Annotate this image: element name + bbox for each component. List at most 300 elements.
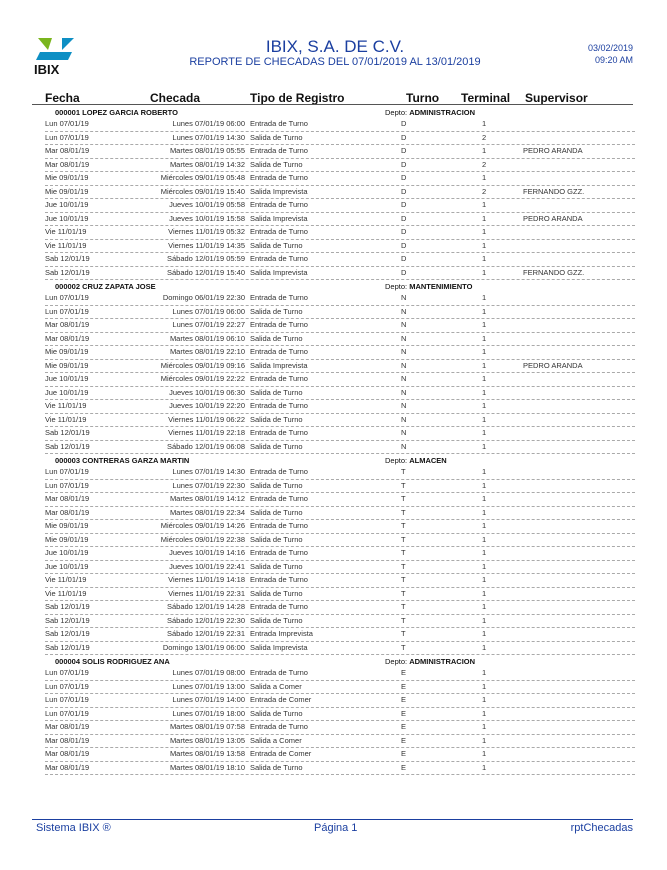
cell-fecha: Mar 08/01/19 xyxy=(45,320,90,329)
cell-fecha: Sab 12/01/19 xyxy=(45,254,90,263)
cell-turno: T xyxy=(401,615,406,625)
cell-turno: D xyxy=(401,213,407,223)
cell-tipo: Salida de Turno xyxy=(250,132,303,142)
cell-tipo: Salida de Turno xyxy=(250,414,303,424)
cell-terminal: 1 xyxy=(482,521,487,530)
table-row xyxy=(45,667,635,681)
cell-checada: Lunes 07/01/19 14:30 xyxy=(172,132,245,142)
cell-checada: Jueves 10/01/19 22:41 xyxy=(169,561,245,571)
cell-turno: N xyxy=(401,320,407,329)
cell-checada: Viernes 11/01/19 14:18 xyxy=(168,575,245,584)
table-row xyxy=(45,721,635,735)
cell-terminal: 1 xyxy=(482,507,487,517)
cell-checada: Lunes 07/01/19 06:00 xyxy=(172,119,245,128)
cell-tipo: Entrada de Turno xyxy=(250,320,308,329)
table-row xyxy=(45,642,635,656)
table-row xyxy=(45,588,635,602)
cell-fecha: Mar 08/01/19 xyxy=(45,735,90,745)
table-row xyxy=(45,213,635,227)
cell-tipo: Salida de Turno xyxy=(250,708,303,718)
footer-page: Página 1 xyxy=(314,822,358,834)
cell-fecha: Mie 09/01/19 xyxy=(45,360,89,370)
cell-fecha: Mar 08/01/19 xyxy=(45,333,90,343)
cell-fecha: Jue 10/01/19 xyxy=(45,561,89,571)
table-row xyxy=(45,360,635,374)
employee-name: 000002 CRUZ ZAPATA JOSE xyxy=(55,282,156,291)
table-row xyxy=(45,186,635,200)
cell-terminal: 1 xyxy=(482,602,487,611)
cell-fecha: Mie 09/01/19 xyxy=(45,173,89,182)
cell-fecha: Mar 08/01/19 xyxy=(45,749,90,758)
cell-turno: T xyxy=(401,507,406,517)
cell-fecha: Jue 10/01/19 xyxy=(45,374,89,383)
col-checada: Checada xyxy=(150,91,201,105)
cell-tipo: Entrada de Turno xyxy=(250,347,308,356)
table-row xyxy=(45,132,635,146)
cell-terminal: 1 xyxy=(482,387,487,397)
cell-checada: Miércoles 09/01/19 14:26 xyxy=(160,521,245,530)
cell-terminal: 1 xyxy=(482,240,487,250)
cell-fecha: Sab 12/01/19 xyxy=(45,642,90,652)
cell-fecha: Mar 08/01/19 xyxy=(45,494,90,503)
cell-terminal: 1 xyxy=(482,414,487,424)
cell-turno: N xyxy=(401,293,407,302)
cell-terminal: 1 xyxy=(482,642,487,652)
col-tipo: Tipo de Registro xyxy=(250,91,345,105)
department-value: ADMINISTRACION xyxy=(409,108,476,117)
cell-checada: Sábado 12/01/19 22:31 xyxy=(167,629,245,638)
cell-checada: Sábado 12/01/19 15:40 xyxy=(167,267,245,277)
cell-checada: Lunes 07/01/19 22:27 xyxy=(172,320,245,329)
cell-turno: T xyxy=(401,521,406,530)
cell-turno: D xyxy=(401,186,407,196)
cell-tipo: Entrada de Comer xyxy=(250,749,312,758)
cell-checada: Martes 08/01/19 22:10 xyxy=(169,347,245,356)
cell-turno: D xyxy=(401,254,407,263)
table-row xyxy=(45,493,635,507)
cell-terminal: 1 xyxy=(482,428,487,437)
cell-checada: Martes 08/01/19 07:58 xyxy=(169,722,245,731)
cell-terminal: 1 xyxy=(482,213,487,223)
col-terminal: Terminal xyxy=(461,91,511,105)
cell-tipo: Entrada de Turno xyxy=(250,521,308,530)
cell-checada: Lunes 07/01/19 22:30 xyxy=(172,480,245,490)
cell-turno: N xyxy=(401,306,407,316)
table-row xyxy=(45,574,635,588)
cell-checada: Jueves 10/01/19 06:30 xyxy=(169,387,245,397)
col-turno: Turno xyxy=(406,91,440,105)
cell-turno: E xyxy=(401,722,407,731)
cell-fecha: Lun 07/01/19 xyxy=(45,132,89,142)
cell-terminal: 1 xyxy=(482,695,487,704)
employee-name: 000004 SOLIS RODRIGUEZ ANA xyxy=(55,657,170,666)
cell-fecha: Sab 12/01/19 xyxy=(45,441,90,451)
footer-divider xyxy=(32,819,633,820)
cell-fecha: Lun 07/01/19 xyxy=(45,467,89,476)
table-row xyxy=(45,118,635,132)
department-label: Depto: xyxy=(385,456,408,465)
cell-fecha: Lun 07/01/19 xyxy=(45,306,89,316)
table-row xyxy=(45,172,635,186)
cell-tipo: Entrada de Comer xyxy=(250,695,312,704)
cell-terminal: 1 xyxy=(482,722,487,731)
table-row xyxy=(45,748,635,762)
cell-checada: Sábado 12/01/19 05:59 xyxy=(167,254,245,263)
cell-checada: Lunes 07/01/19 13:00 xyxy=(172,681,245,691)
cell-tipo: Salida de Turno xyxy=(250,240,303,250)
table-row xyxy=(45,253,635,267)
employee-department xyxy=(385,282,472,291)
cell-turno: T xyxy=(401,602,406,611)
report-body xyxy=(0,106,667,775)
employee-header xyxy=(0,106,667,118)
cell-terminal: 1 xyxy=(482,668,487,677)
cell-fecha: Lun 07/01/19 xyxy=(45,119,89,128)
table-row xyxy=(45,694,635,708)
cell-tipo: Entrada de Turno xyxy=(250,428,308,437)
cell-turno: D xyxy=(401,159,407,169)
cell-tipo: Entrada Imprevista xyxy=(250,629,313,638)
cell-fecha: Mie 09/01/19 xyxy=(45,534,89,544)
cell-turno: N xyxy=(401,333,407,343)
col-supervisor: Supervisor xyxy=(525,91,588,105)
cell-fecha: Lun 07/01/19 xyxy=(45,695,89,704)
cell-fecha: Vie 11/01/19 xyxy=(45,240,87,250)
cell-tipo: Entrada de Turno xyxy=(250,494,308,503)
cell-tipo: Salida de Turno xyxy=(250,441,303,451)
cell-checada: Lunes 07/01/19 06:00 xyxy=(172,306,245,316)
cell-terminal: 2 xyxy=(482,132,487,142)
cell-terminal: 1 xyxy=(482,615,487,625)
cell-turno: D xyxy=(401,267,407,277)
cell-fecha: Jue 10/01/19 xyxy=(45,387,89,397)
cell-terminal: 1 xyxy=(482,441,487,451)
cell-checada: Martes 08/01/19 18:10 xyxy=(169,762,245,772)
cell-turno: D xyxy=(401,146,407,155)
cell-fecha: Lun 07/01/19 xyxy=(45,708,89,718)
footer-report-name: rptChecadas xyxy=(570,822,633,834)
table-row xyxy=(45,762,635,776)
table-row xyxy=(45,520,635,534)
print-time: 09:20 AM xyxy=(594,55,633,65)
cell-terminal: 1 xyxy=(482,320,487,329)
cell-checada: Miércoles 09/01/19 22:22 xyxy=(160,374,245,383)
cell-turno: E xyxy=(401,735,407,745)
cell-checada: Jueves 10/01/19 15:58 xyxy=(169,213,245,223)
cell-turno: T xyxy=(401,575,406,584)
cell-checada: Lunes 07/01/19 18:00 xyxy=(172,708,245,718)
cell-turno: T xyxy=(401,548,406,557)
cell-checada: Viernes 11/01/19 22:18 xyxy=(168,428,245,437)
table-row xyxy=(45,240,635,254)
col-fecha: Fecha xyxy=(45,91,80,105)
table-row xyxy=(45,601,635,615)
cell-checada: Sábado 12/01/19 22:30 xyxy=(167,615,245,625)
cell-fecha: Vie 11/01/19 xyxy=(45,227,87,236)
cell-terminal: 1 xyxy=(482,401,487,410)
cell-checada: Martes 08/01/19 14:12 xyxy=(169,494,245,503)
cell-fecha: Mar 08/01/19 xyxy=(45,722,90,731)
cell-terminal: 1 xyxy=(482,561,487,571)
cell-fecha: Jue 10/01/19 xyxy=(45,200,89,209)
cell-fecha: Mie 09/01/19 xyxy=(45,521,89,530)
cell-fecha: Mar 08/01/19 xyxy=(45,507,90,517)
cell-turno: E xyxy=(401,695,407,704)
cell-terminal: 1 xyxy=(482,227,487,236)
cell-terminal: 1 xyxy=(482,293,487,302)
cell-turno: E xyxy=(401,749,407,758)
cell-tipo: Salida a Comer xyxy=(250,735,302,745)
cell-fecha: Vie 11/01/19 xyxy=(45,575,87,584)
table-row xyxy=(45,333,635,347)
cell-checada: Sábado 12/01/19 14:28 xyxy=(167,602,245,611)
department-value: MANTENIMIENTO xyxy=(409,282,473,291)
department-label: Depto: xyxy=(385,282,408,291)
cell-fecha: Lun 07/01/19 xyxy=(45,293,89,302)
cell-checada: Martes 08/01/19 14:32 xyxy=(169,159,245,169)
cell-tipo: Entrada de Turno xyxy=(250,602,308,611)
cell-checada: Martes 08/01/19 05:55 xyxy=(169,146,245,155)
department-value: ALMACEN xyxy=(409,456,447,465)
employee-department xyxy=(385,657,475,666)
table-row xyxy=(45,480,635,494)
cell-fecha: Mie 09/01/19 xyxy=(45,347,89,356)
cell-terminal: 1 xyxy=(482,548,487,557)
cell-checada: Jueves 10/01/19 14:16 xyxy=(169,548,245,557)
cell-checada: Martes 08/01/19 22:34 xyxy=(169,507,245,517)
table-row xyxy=(45,708,635,722)
cell-turno: E xyxy=(401,762,407,772)
cell-tipo: Salida a Comer xyxy=(250,681,302,691)
table-row xyxy=(45,199,635,213)
employee-department xyxy=(385,108,475,117)
cell-turno: N xyxy=(401,360,407,370)
cell-fecha: Lun 07/01/19 xyxy=(45,480,89,490)
cell-turno: N xyxy=(401,401,407,410)
cell-tipo: Entrada de Turno xyxy=(250,575,308,584)
cell-turno: E xyxy=(401,668,407,677)
cell-terminal: 1 xyxy=(482,480,487,490)
table-row xyxy=(45,681,635,695)
cell-turno: T xyxy=(401,467,406,476)
table-row xyxy=(45,387,635,401)
table-row xyxy=(45,466,635,480)
cell-fecha: Vie 11/01/19 xyxy=(45,414,87,424)
cell-checada: Lunes 07/01/19 08:00 xyxy=(172,668,245,677)
cell-turno: D xyxy=(401,227,407,236)
cell-tipo: Salida de Turno xyxy=(250,159,303,169)
cell-checada: Viernes 11/01/19 14:35 xyxy=(168,240,245,250)
cell-fecha: Sab 12/01/19 xyxy=(45,602,90,611)
cell-tipo: Salida de Turno xyxy=(250,306,303,316)
cell-tipo: Salida de Turno xyxy=(250,615,303,625)
cell-tipo: Entrada de Turno xyxy=(250,548,308,557)
cell-checada: Domingo 13/01/19 06:00 xyxy=(162,642,245,652)
table-row xyxy=(45,615,635,629)
cell-checada: Miércoles 09/01/19 09:16 xyxy=(160,360,245,370)
cell-terminal: 1 xyxy=(482,588,487,598)
cell-checada: Domingo 06/01/19 22:30 xyxy=(162,293,245,302)
table-row xyxy=(45,319,635,333)
header-divider xyxy=(32,104,633,105)
table-row xyxy=(45,441,635,455)
cell-terminal: 2 xyxy=(482,159,487,169)
cell-terminal: 1 xyxy=(482,374,487,383)
cell-terminal: 1 xyxy=(482,173,487,182)
cell-checada: Viernes 11/01/19 05:32 xyxy=(168,227,245,236)
cell-tipo: Salida de Turno xyxy=(250,480,303,490)
cell-checada: Martes 08/01/19 13:05 xyxy=(169,735,245,745)
cell-tipo: Salida de Turno xyxy=(250,534,303,544)
cell-supervisor: FERNANDO GZZ. xyxy=(523,267,585,277)
cell-fecha: Mie 09/01/19 xyxy=(45,186,89,196)
department-label: Depto: xyxy=(385,657,408,666)
employee-department xyxy=(385,456,447,465)
cell-checada: Martes 08/01/19 13:58 xyxy=(169,749,245,758)
cell-tipo: Salida Imprevista xyxy=(250,360,308,370)
table-row xyxy=(45,373,635,387)
cell-turno: T xyxy=(401,534,406,544)
employee-name: 000001 LOPEZ GARCIA ROBERTO xyxy=(55,108,178,117)
cell-tipo: Entrada de Turno xyxy=(250,173,308,182)
table-row xyxy=(45,507,635,521)
employee-header xyxy=(0,655,667,667)
cell-checada: Jueves 10/01/19 22:20 xyxy=(169,401,245,410)
cell-checada: Viernes 11/01/19 22:31 xyxy=(168,588,245,598)
table-row xyxy=(45,628,635,642)
table-row xyxy=(45,400,635,414)
cell-terminal: 1 xyxy=(482,119,487,128)
cell-terminal: 1 xyxy=(482,629,487,638)
table-row xyxy=(45,226,635,240)
cell-fecha: Lun 07/01/19 xyxy=(45,681,89,691)
cell-fecha: Sab 12/01/19 xyxy=(45,428,90,437)
cell-tipo: Entrada de Turno xyxy=(250,119,308,128)
table-row xyxy=(45,561,635,575)
table-row xyxy=(45,414,635,428)
cell-turno: N xyxy=(401,387,407,397)
cell-fecha: Mar 08/01/19 xyxy=(45,159,90,169)
cell-tipo: Salida de Turno xyxy=(250,762,303,772)
cell-checada: Lunes 07/01/19 14:30 xyxy=(172,467,245,476)
cell-supervisor: PEDRO ARANDA xyxy=(523,146,583,155)
table-row xyxy=(45,547,635,561)
cell-terminal: 1 xyxy=(482,146,487,155)
cell-terminal: 1 xyxy=(482,494,487,503)
table-row xyxy=(45,346,635,360)
print-date: 03/02/2019 xyxy=(587,43,633,53)
cell-fecha: Sab 12/01/19 xyxy=(45,629,90,638)
cell-terminal: 1 xyxy=(482,575,487,584)
report-title: REPORTE DE CHECADAS DEL 07/01/2019 AL 13/01/2019 xyxy=(189,56,481,68)
cell-turno: T xyxy=(401,561,406,571)
cell-terminal: 1 xyxy=(482,254,487,263)
cell-terminal: 1 xyxy=(482,735,487,745)
cell-terminal: 1 xyxy=(482,762,487,772)
cell-tipo: Salida Imprevista xyxy=(250,642,308,652)
cell-tipo: Entrada de Turno xyxy=(250,293,308,302)
cell-turno: T xyxy=(401,629,406,638)
cell-terminal: 1 xyxy=(482,708,487,718)
cell-tipo: Entrada de Turno xyxy=(250,146,308,155)
cell-tipo: Salida de Turno xyxy=(250,333,303,343)
cell-tipo: Entrada de Turno xyxy=(250,200,308,209)
cell-turno: D xyxy=(401,200,407,209)
cell-fecha: Lun 07/01/19 xyxy=(45,668,89,677)
table-row xyxy=(45,267,635,281)
company-logo xyxy=(32,36,90,78)
cell-checada: Miércoles 09/01/19 05:48 xyxy=(160,173,245,182)
cell-tipo: Salida Imprevista xyxy=(250,267,308,277)
cell-terminal: 1 xyxy=(482,200,487,209)
cell-turno: T xyxy=(401,588,406,598)
table-row xyxy=(45,145,635,159)
cell-checada: Sábado 12/01/19 06:08 xyxy=(167,441,245,451)
cell-tipo: Salida Imprevista xyxy=(250,186,308,196)
cell-terminal: 1 xyxy=(482,267,487,277)
cell-turno: N xyxy=(401,347,407,356)
cell-fecha: Mar 08/01/19 xyxy=(45,762,90,772)
table-row xyxy=(45,306,635,320)
cell-tipo: Salida Imprevista xyxy=(250,213,308,223)
cell-tipo: Entrada de Turno xyxy=(250,722,308,731)
table-row xyxy=(45,735,635,749)
cell-terminal: 1 xyxy=(482,534,487,544)
cell-fecha: Vie 11/01/19 xyxy=(45,401,87,410)
cell-turno: E xyxy=(401,708,407,718)
footer-system: Sistema IBIX ® xyxy=(36,822,111,834)
cell-terminal: 2 xyxy=(482,186,487,196)
cell-turno: D xyxy=(401,132,407,142)
cell-turno: N xyxy=(401,414,407,424)
department-value: ADMINISTRACION xyxy=(409,657,476,666)
cell-fecha: Vie 11/01/19 xyxy=(45,588,87,598)
cell-tipo: Entrada de Turno xyxy=(250,668,308,677)
employee-header xyxy=(0,280,667,292)
cell-turno: T xyxy=(401,494,406,503)
cell-fecha: Sab 12/01/19 xyxy=(45,267,90,277)
cell-turno: T xyxy=(401,480,406,490)
table-row xyxy=(45,292,635,306)
cell-turno: T xyxy=(401,642,406,652)
cell-tipo: Salida de Turno xyxy=(250,588,303,598)
cell-turno: D xyxy=(401,173,407,182)
print-datetime xyxy=(588,42,633,66)
cell-tipo: Entrada de Turno xyxy=(250,227,308,236)
cell-terminal: 1 xyxy=(482,749,487,758)
cell-supervisor: PEDRO ARANDA xyxy=(523,213,583,223)
cell-supervisor: FERNANDO GZZ. xyxy=(523,186,585,196)
cell-checada: Martes 08/01/19 06:10 xyxy=(169,333,245,343)
table-row xyxy=(45,534,635,548)
employee-name: 000003 CONTRERAS GARZA MARTIN xyxy=(55,456,190,465)
cell-fecha: Mar 08/01/19 xyxy=(45,146,90,155)
cell-terminal: 1 xyxy=(482,467,487,476)
cell-terminal: 1 xyxy=(482,333,487,343)
cell-checada: Miércoles 09/01/19 22:38 xyxy=(160,534,245,544)
cell-checada: Viernes 11/01/19 06:22 xyxy=(168,414,245,424)
cell-turno: D xyxy=(401,119,407,128)
cell-checada: Miércoles 09/01/19 15:40 xyxy=(160,186,245,196)
cell-tipo: Entrada de Turno xyxy=(250,254,308,263)
cell-tipo: Entrada de Turno xyxy=(250,374,308,383)
department-label: Depto: xyxy=(385,108,408,117)
cell-tipo: Salida de Turno xyxy=(250,387,303,397)
cell-supervisor: PEDRO ARANDA xyxy=(523,360,583,370)
cell-checada: Lunes 07/01/19 14:00 xyxy=(172,695,245,704)
cell-fecha: Jue 10/01/19 xyxy=(45,213,89,223)
cell-turno: N xyxy=(401,374,407,383)
